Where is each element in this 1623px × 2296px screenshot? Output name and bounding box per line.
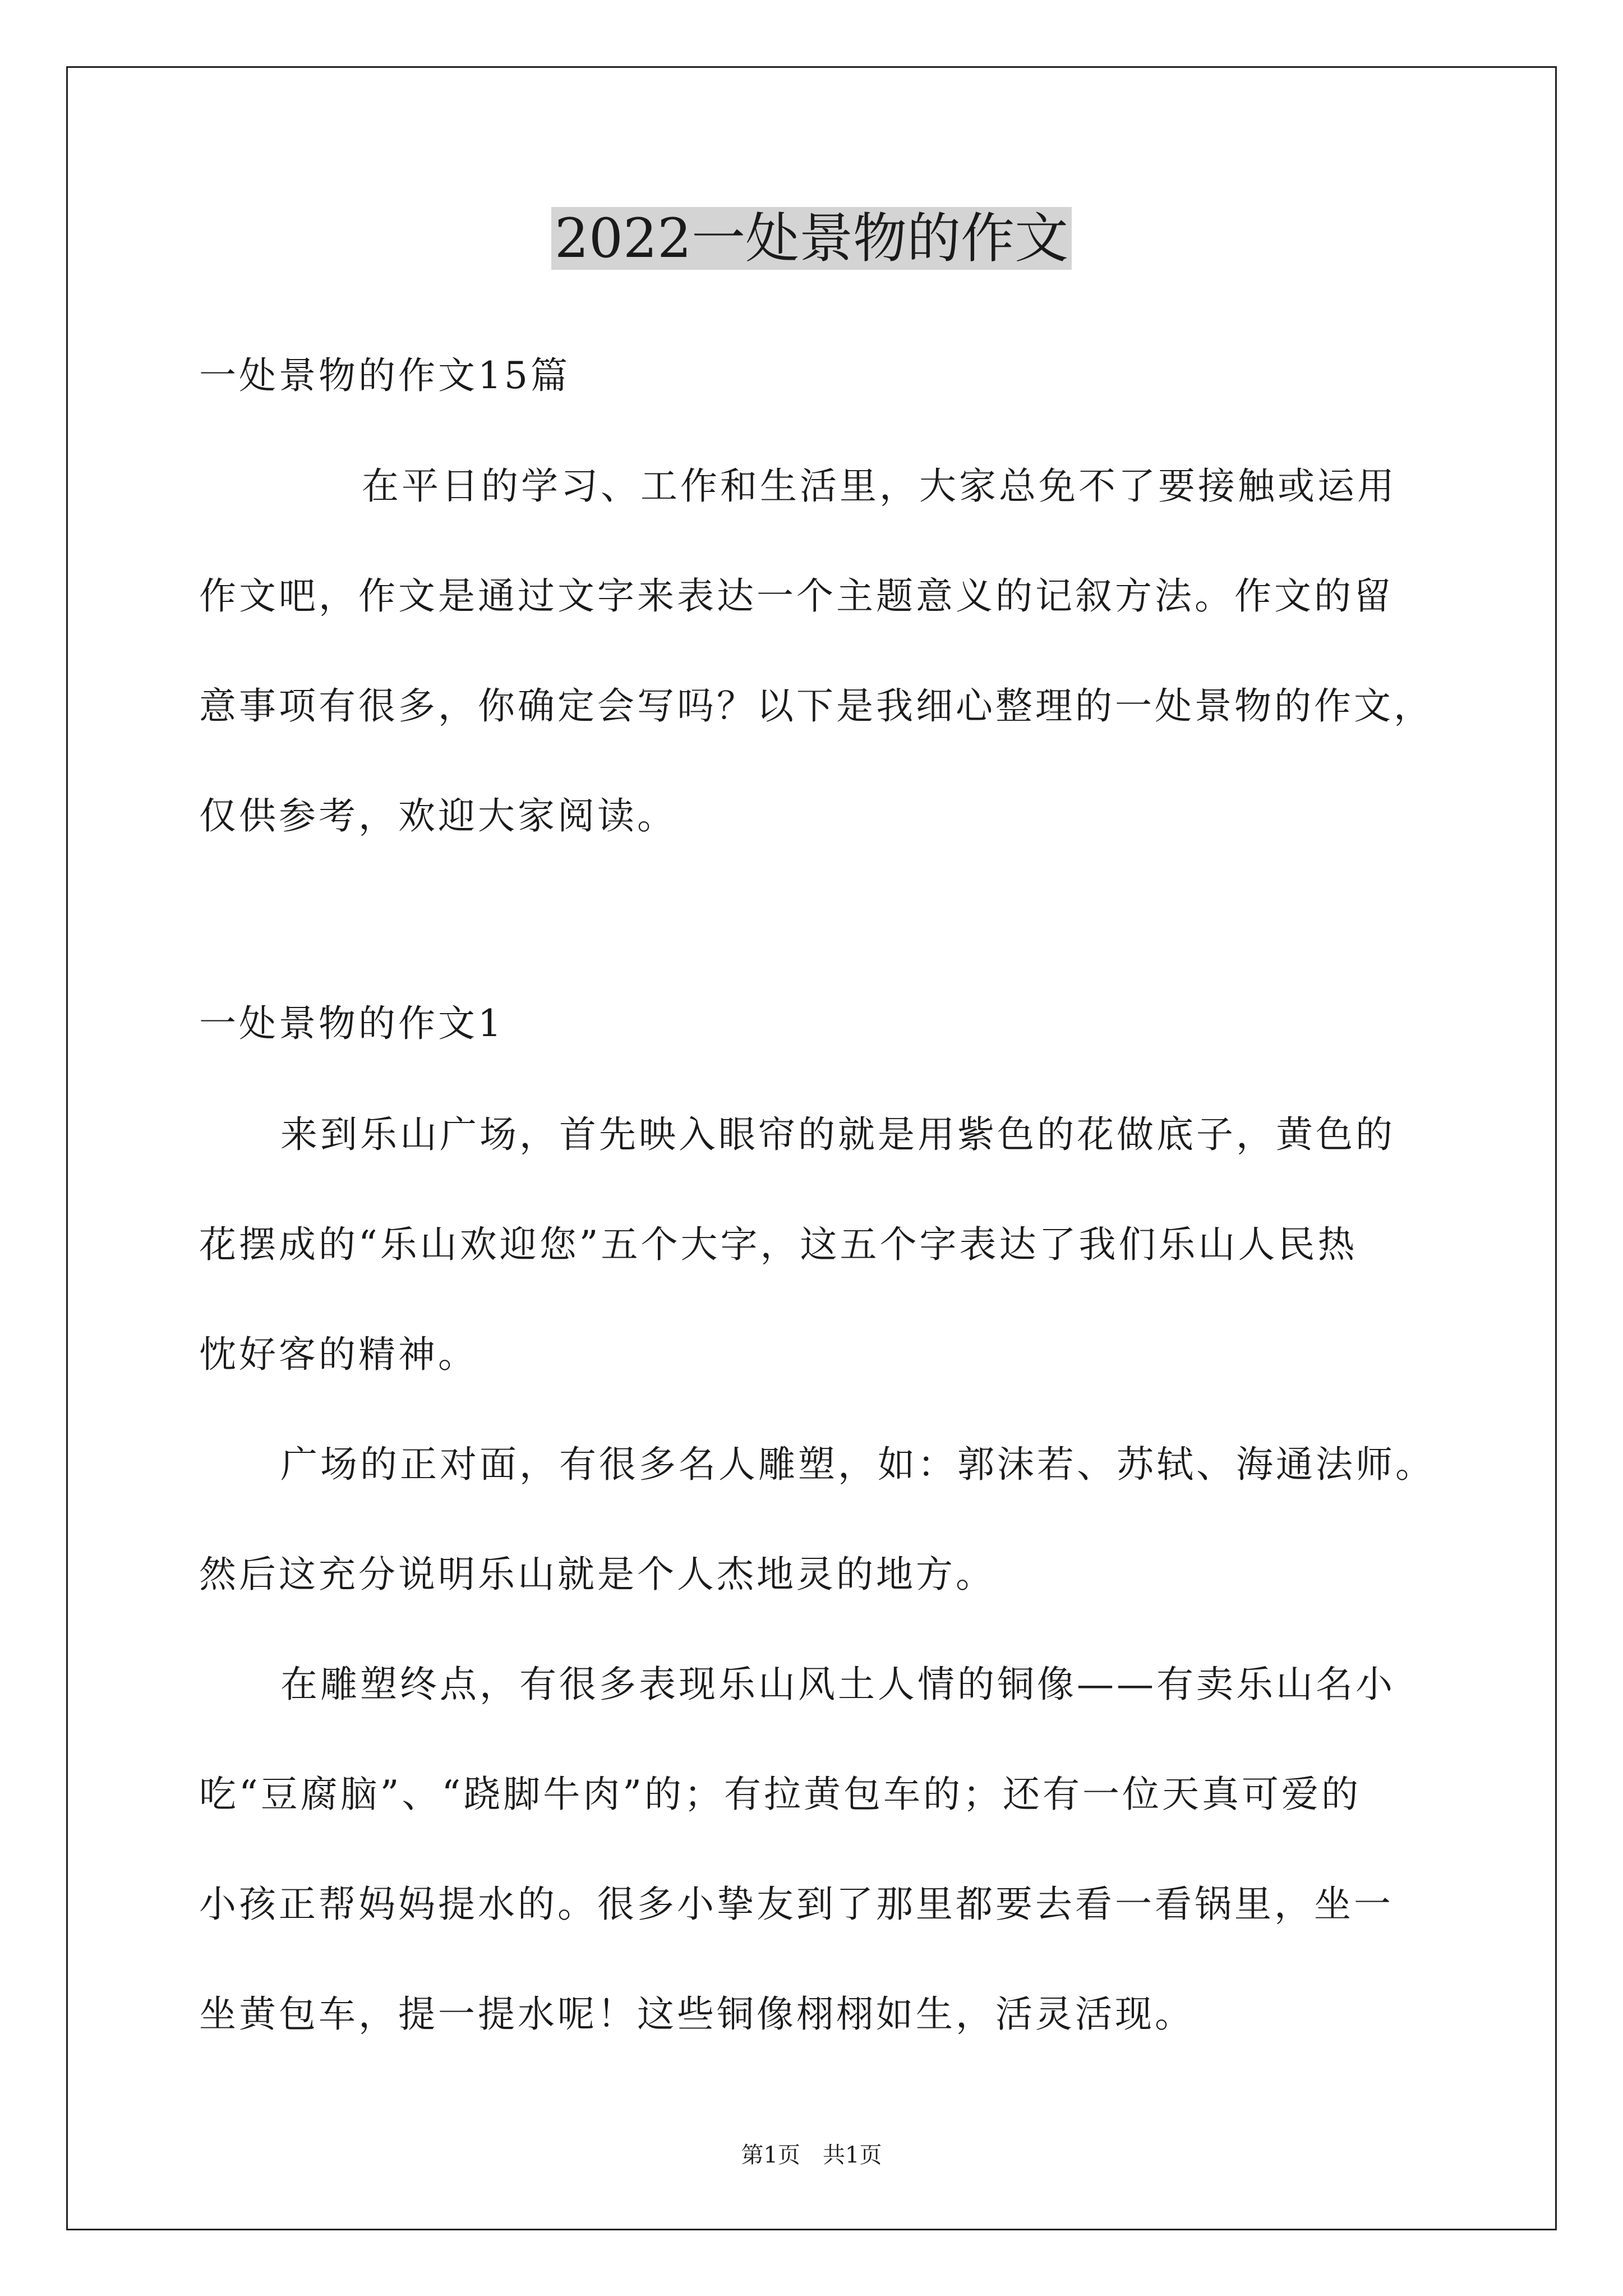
- document-title-text: 2022一处景物的作文: [551, 207, 1072, 270]
- document-title: [0, 202, 1623, 275]
- paragraph-line: 然后这充分说明乐山就是个人杰地灵的地方。: [199, 1553, 995, 1596]
- intro-line: 在平日的学习、工作和生活里，大家总免不了要接触或运用: [362, 464, 1397, 508]
- intro-line: 作文吧，作文是通过文字来表达一个主题意义的记叙方法。作文的留: [199, 574, 1394, 618]
- intro-line: 仅供参考，欢迎大家阅读。: [199, 794, 677, 838]
- page-footer: [0, 2138, 1623, 2172]
- page-total: 共1页: [823, 2142, 882, 2168]
- intro-line: 意事项有很多，你确定会写吗？以下是我细心整理的一处景物的作文，: [199, 684, 1433, 728]
- page-number: 第1页: [741, 2142, 800, 2168]
- paragraph-line: 忱好客的精神。: [199, 1333, 478, 1376]
- paragraph-line: 来到乐山广场，首先映入眼帘的就是用紫色的花做底子，黄色的: [280, 1113, 1395, 1156]
- paragraph-line: 小孩正帮妈妈提水的。很多小挚友到了那里都要去看一看锅里，坐一: [199, 1883, 1394, 1926]
- section-heading: 一处景物的作文1: [199, 1002, 504, 1045]
- document-subtitle: 一处景物的作文15篇: [199, 354, 570, 397]
- paragraph-line: 吃“豆腐脑”、“跷脚牛肉”的；有拉黄包车的；还有一位天真可爱的: [199, 1773, 1361, 1816]
- paragraph-line: 花摆成的“乐山欢迎您”五个大字，这五个字表达了我们乐山人民热: [199, 1223, 1358, 1266]
- paragraph-line: 广场的正对面，有很多名人雕塑，如：郭沫若、苏轼、海通法师。: [280, 1443, 1435, 1486]
- paragraph-line: 坐黄包车，提一提水呢！这些铜像栩栩如生，活灵活现。: [199, 1993, 1195, 2036]
- paragraph-line: 在雕塑终点，有很多表现乐山风土人情的铜像——有卖乐山名小: [280, 1663, 1395, 1706]
